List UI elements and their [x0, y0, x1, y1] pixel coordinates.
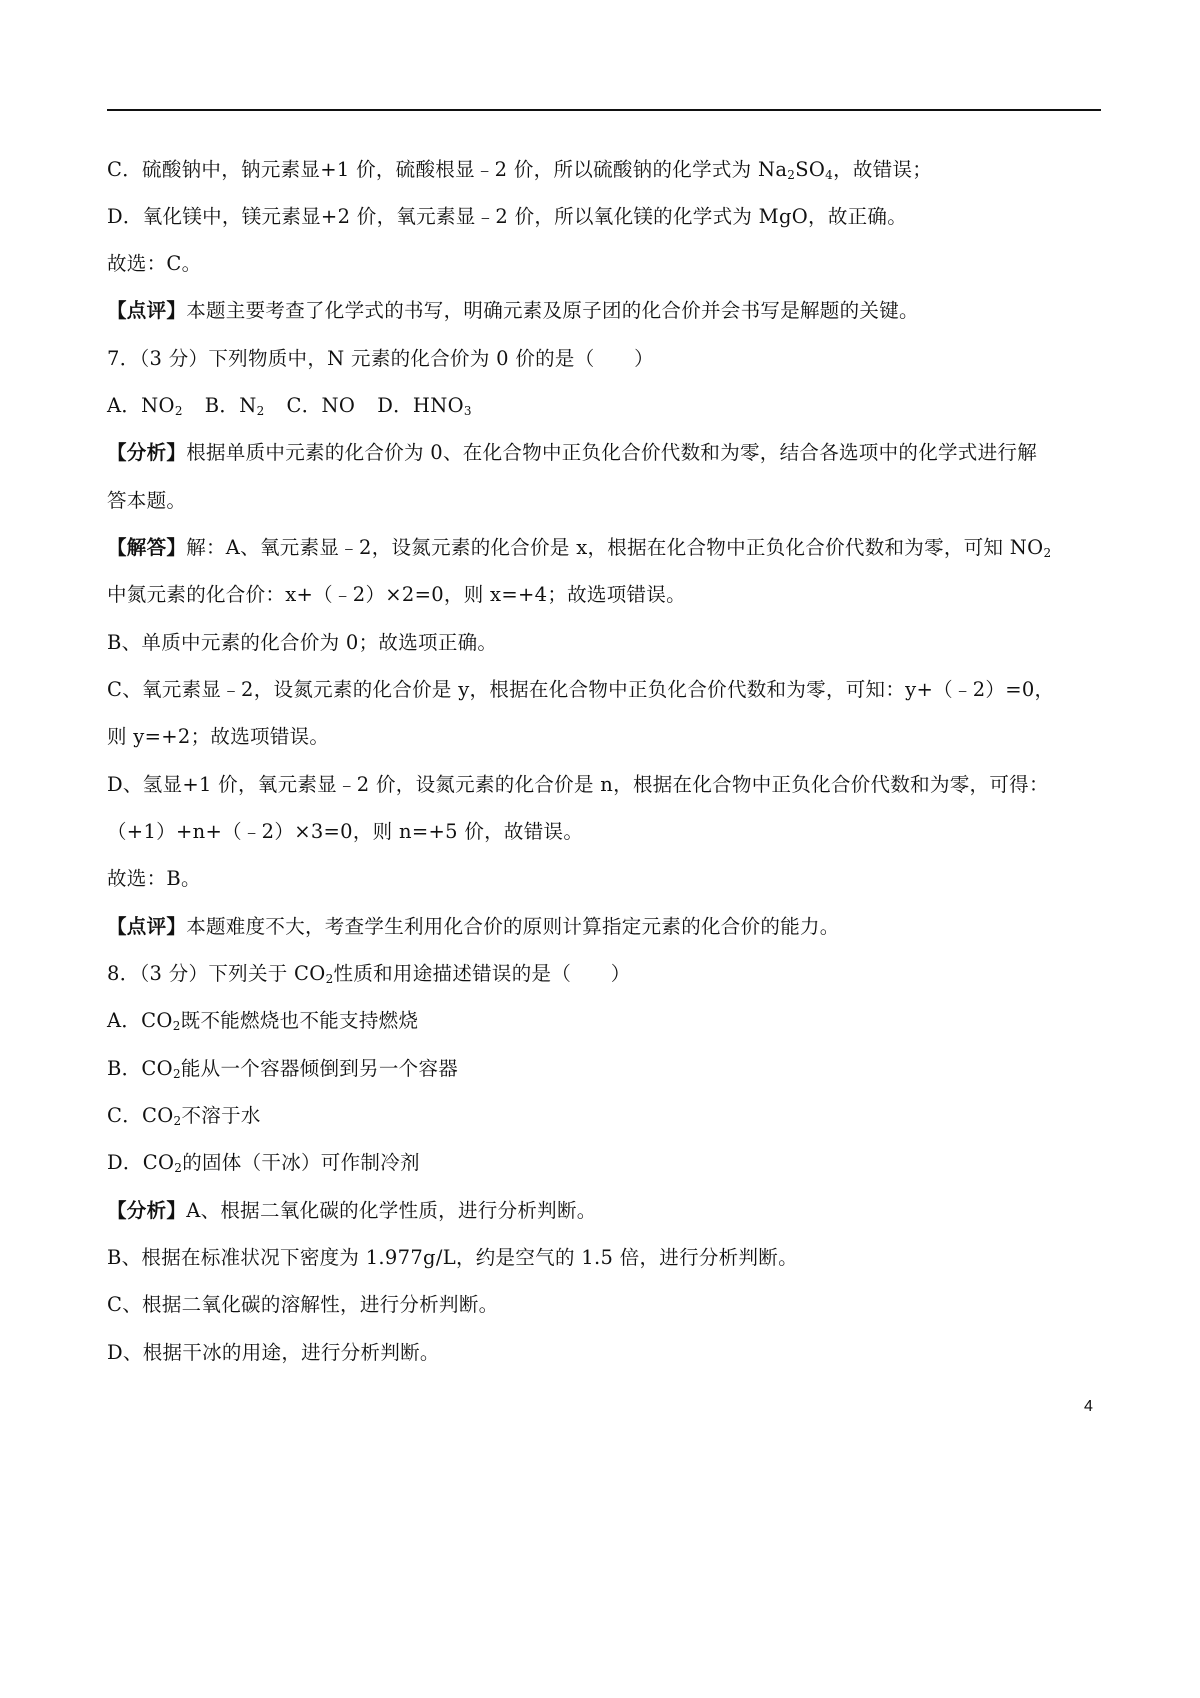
analysis-paragraph-8: 【分析】A、根据二氧化碳的化学性质，进行分析判断。: [107, 1199, 597, 1222]
page-number: 4: [1084, 1398, 1093, 1415]
question-7-options: A．$NO_2$ B．$N_2$ C．NO D．$HNO_3$: [107, 394, 472, 418]
solution-line-c: C、氧元素显﹣2，设氮元素的化合价是 y，根据在化合物中正负化合价代数和为零，可知：y+（﹣2）=0，: [107, 678, 1055, 701]
analysis-8-line-d: D、根据干冰的用途，进行分析判断。: [107, 1341, 440, 1364]
solution-line-c2: 则 y=+2；故选项错误。: [107, 725, 330, 748]
answer-option-d: D．氧化镁中，镁元素显+2 价，氧元素显﹣2 价，所以氧化镁的化学式为 MgO，故正确。: [107, 205, 908, 228]
header-rule: [107, 109, 1101, 111]
choice-result: 故选：C。: [107, 252, 202, 275]
comment-paragraph: 【点评】本题主要考查了化学式的书写，明确元素及原子团的化合价并会书写是解题的关键。: [107, 299, 919, 322]
solution-paragraph: 【解答】解：A、氧元素显﹣2，设氮元素的化合价是 x，根据在化合物中正负化合价代数和为零，可知 $NO_2$: [107, 536, 1052, 560]
solution-line-d2: （+1）+n+（﹣2）×3=0，则 n=+5 价，故错误。: [107, 820, 584, 843]
answer-option-c: C．硫酸钠中，钠元素显+1 价，硫酸根显﹣2 价，所以硫酸钠的化学式为 $Na_2SO_4$，故错误；: [107, 158, 933, 182]
analysis-8-line-c: C、根据二氧化碳的溶解性，进行分析判断。: [107, 1293, 499, 1316]
solution-line-d: D、氢显+1 价，氧元素显﹣2 价，设氮元素的化合价是 n，根据在化合物中正负化合价代数和为零，可得：: [107, 773, 1049, 796]
question-8: 8．（3 分）下列关于 $CO_2$性质和用途描述错误的是（ ）: [107, 962, 631, 986]
question-7: 7．（3 分）下列物质中，N 元素的化合价为 0 价的是（ ）: [107, 347, 654, 370]
solution-line-b: B、单质中元素的化合价为 0；故选项正确。: [107, 631, 498, 654]
choice-result-7: 故选：B。: [107, 867, 201, 890]
solution-line-a2: 中氮元素的化合价：x+（﹣2）×2=0，则 x=+4；故选项错误。: [107, 583, 686, 606]
analysis-paragraph: 【分析】根据单质中元素的化合价为 0、在化合物中正负化合价代数和为零，结合各选项中的化学式进行解: [107, 441, 1038, 464]
question-8-option-a: A．$CO_2$既不能燃烧也不能支持燃烧: [107, 1009, 419, 1033]
question-8-option-d: D．$CO_2$的固体（干冰）可作制冷剂: [107, 1151, 420, 1175]
question-8-option-c: C．$CO_2$不溶于水: [107, 1104, 261, 1128]
comment-paragraph-7: 【点评】本题难度不大，考查学生利用化合价的原则计算指定元素的化合价的能力。: [107, 915, 840, 938]
analysis-8-line-b: B、根据在标准状况下密度为 1.977g/L，约是空气的 1.5 倍，进行分析判断。: [107, 1246, 798, 1269]
analysis-continued: 答本题。: [107, 489, 187, 512]
question-8-option-b: B．$CO_2$能从一个容器倾倒到另一个容器: [107, 1057, 459, 1081]
